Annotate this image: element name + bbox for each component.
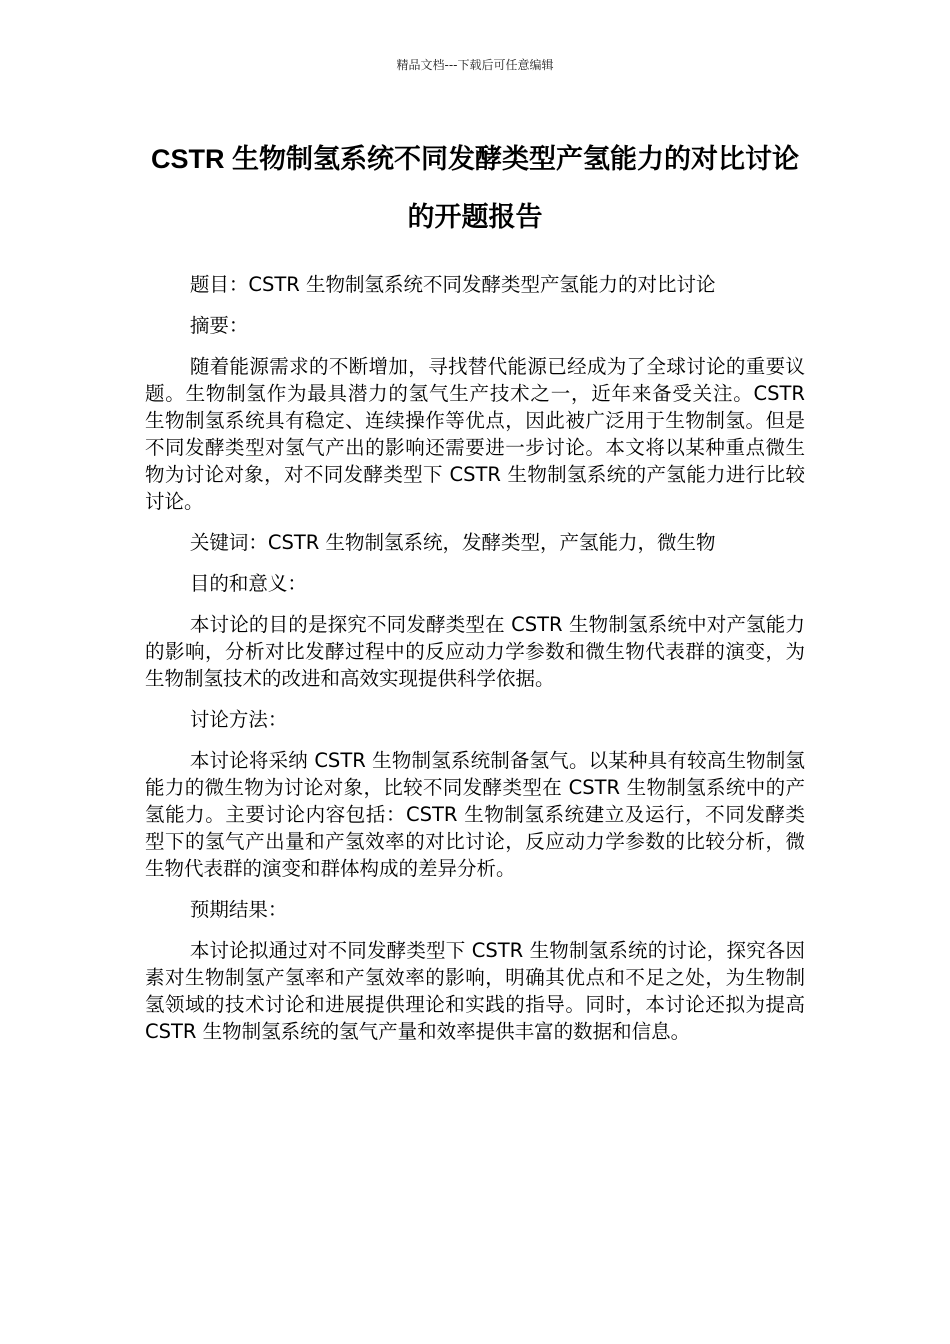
page-header: 精品文档---下载后可任意编辑 — [396, 58, 554, 72]
abstract-label: 摘要： — [189, 314, 249, 337]
results-paragraph: 本讨论拟通过对不同发酵类型下 CSTR 生物制氢系统的讨论，探究各因素对生物制氢产氢率和产氢效率的影响，明确其优点和不足之处，为生物制氢领域的技术讨论和进展提供理论和实践的指导。同时，本讨论还拟为提高 CSTR 生物制氢系统的氢气产量和效率提供丰富的数据和信息。 — [145, 939, 805, 1043]
purpose-paragraph: 本讨论的目的是探究不同发酵类型在 CSTR 生物制氢系统中对产氢能力的影响，分析对比发酵过程中的反应动力学参数和微生物代表群的演变，为生物制氢技术的改进和高效实现提供科学依据。 — [145, 613, 805, 690]
method-paragraph: 本讨论将采纳 CSTR 生物制氢系统制备氢气。以某种具有较高生物制氢能力的微生物为讨论对象，比较不同发酵类型在 CSTR 生物制氢系统中的产氢能力。主要讨论内容包括：CSTR 生物制氢系统建立及运行，不同发酵类型下的氢气产出量和产氢效率的对比讨论，反应动力学参数的比较分析，微生物代表群的演变和群体构成的差异分析。 — [145, 749, 805, 880]
results-label: 预期结果： — [189, 898, 288, 921]
method-label: 讨论方法： — [189, 708, 288, 731]
keywords-line: 关键词：CSTR 生物制氢系统，发酵类型，产氢能力，微生物 — [189, 531, 716, 554]
document-title: CSTR 生物制氢系统不同发酵类型产氢能力的对比讨论的开题报告 — [151, 144, 799, 232]
abstract-paragraph: 随着能源需求的不断增加，寻找替代能源已经成为了全球讨论的重要议题。生物制氢作为最具潜力的氢气生产技术之一，近年来备受关注。CSTR 生物制氢系统具有稳定、连续操作等优点，因此被广泛用于生物制氢。但是不同发酵类型对氢气产出的影响还需要进一步讨论。本文将以某种重点微生物为讨论对象，对不同发酵类型下 CSTR 生物制氢系统的产氢能力进行比较讨论。 — [145, 355, 805, 513]
document-body — [145, 271, 805, 1045]
purpose-label: 目的和意义： — [189, 572, 307, 595]
topic-line: 题目：CSTR 生物制氢系统不同发酵类型产氢能力的对比讨论 — [189, 273, 716, 296]
